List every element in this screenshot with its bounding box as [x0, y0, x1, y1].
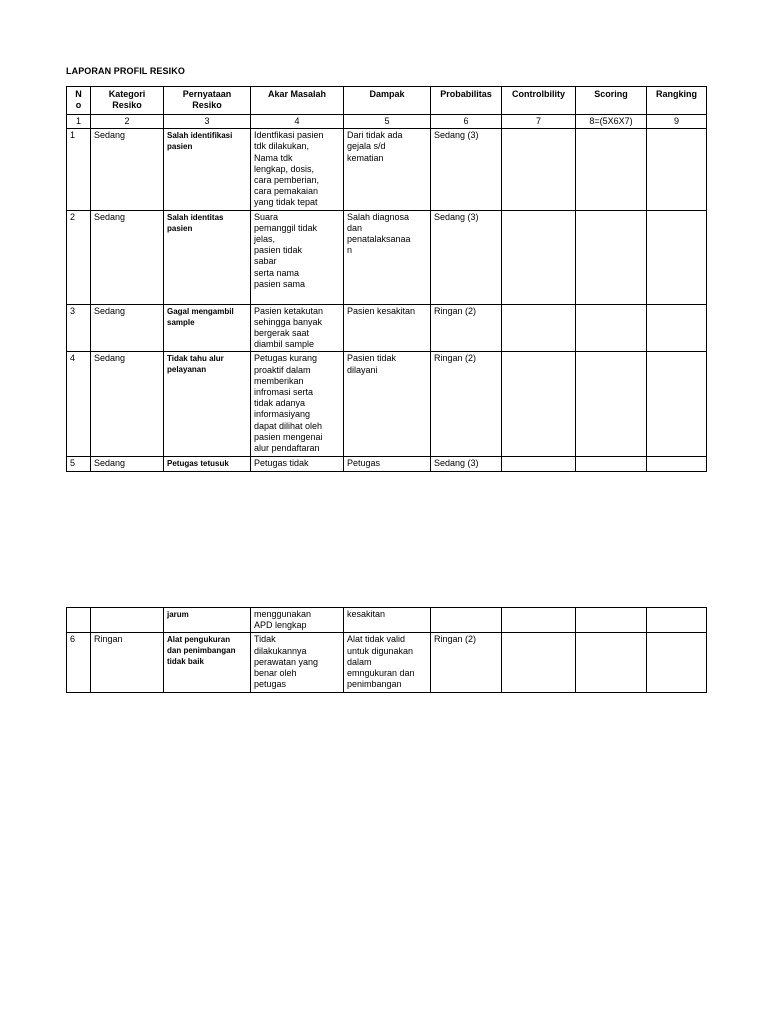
rangking-cell [647, 352, 707, 457]
scoring-cell [576, 608, 647, 633]
index-cell: 3 [164, 115, 251, 129]
probabilitas-cell: Ringan (2) [431, 352, 502, 457]
index-cell: 6 [431, 115, 502, 129]
header-cell: Pernyataan Resiko [164, 87, 251, 115]
index-cell: 5 [344, 115, 431, 129]
table-row [67, 210, 707, 304]
controlbility-cell [502, 457, 576, 471]
header-cell: Rangking [647, 87, 707, 115]
rangking-cell [647, 457, 707, 471]
index-cell: 9 [647, 115, 707, 129]
controlbility-cell [502, 304, 576, 352]
probabilitas-cell [431, 608, 502, 633]
report-title: LAPORAN PROFIL RESIKO [66, 66, 185, 76]
scoring-cell [576, 210, 647, 304]
dampak-cell: kesakitan [344, 608, 431, 633]
scoring-cell [576, 352, 647, 457]
header-cell: Dampak [344, 87, 431, 115]
pernyataan-cell: Tidak tahu alur pelayanan [164, 352, 251, 457]
controlbility-cell [502, 352, 576, 457]
pernyataan-cell: Salah identifikasi pasien [164, 129, 251, 210]
akar-masalah-cell: Petugas kurang proaktif dalam memberikan infromasi serta tidak adanya informasiyang dapat dilihat oleh pasien mengenai alur pendaftaran [251, 352, 344, 457]
no-cell: 1 [67, 129, 91, 210]
header-cell: Controlbility [502, 87, 576, 115]
table-row [67, 352, 707, 457]
index-cell: 1 [67, 115, 91, 129]
scoring-cell [576, 633, 647, 693]
probabilitas-cell: Ringan (2) [431, 633, 502, 693]
header-cell: Scoring [576, 87, 647, 115]
index-cell: 8=(5X6X7) [576, 115, 647, 129]
pernyataan-cell: Alat pengukuran dan penimbangan tidak baik [164, 633, 251, 693]
kategori-cell: Sedang [91, 210, 164, 304]
scoring-cell [576, 129, 647, 210]
table-row [67, 633, 707, 693]
header-cell: Probabilitas [431, 87, 502, 115]
rangking-cell [647, 633, 707, 693]
akar-masalah-cell: Tidak dilakukannya perawatan yang benar oleh petugas [251, 633, 344, 693]
table-row [67, 129, 707, 210]
pernyataan-cell: jarum [164, 608, 251, 633]
akar-masalah-cell: Pasien ketakutan sehingga banyak bergerak saat diambil sample [251, 304, 344, 352]
probabilitas-cell: Ringan (2) [431, 304, 502, 352]
no-cell [67, 608, 91, 633]
header-cell: Akar Masalah [251, 87, 344, 115]
index-cell: 4 [251, 115, 344, 129]
controlbility-cell [502, 129, 576, 210]
table-row [67, 304, 707, 352]
kategori-cell: Sedang [91, 304, 164, 352]
risk-profile-table [66, 86, 707, 472]
akar-masalah-cell: Suara pemanggil tidak jelas, pasien tidak sabar serta nama pasien sama [251, 210, 344, 304]
kategori-cell: Sedang [91, 352, 164, 457]
header-cell: N o [67, 87, 91, 115]
scoring-cell [576, 457, 647, 471]
index-cell: 2 [91, 115, 164, 129]
index-row [67, 115, 707, 129]
dampak-cell: Dari tidak ada gejala s/d kematian [344, 129, 431, 210]
pernyataan-cell: Salah identitas pasien [164, 210, 251, 304]
dampak-cell: Petugas [344, 457, 431, 471]
dampak-cell: Alat tidak valid untuk digunakan dalam emngukuran dan penimbangan [344, 633, 431, 693]
controlbility-cell [502, 210, 576, 304]
akar-masalah-cell: Petugas tidak [251, 457, 344, 471]
kategori-cell [91, 608, 164, 633]
no-cell: 3 [67, 304, 91, 352]
no-cell: 6 [67, 633, 91, 693]
table-row [67, 608, 707, 633]
kategori-cell: Sedang [91, 129, 164, 210]
header-row [67, 87, 707, 115]
akar-masalah-cell: Identfikasi pasien tdk dilakukan, Nama tdk lengkap, dosis, cara pemberian, cara pemakaian yang tidak tepat [251, 129, 344, 210]
risk-profile-table-continued [66, 607, 707, 693]
rangking-cell [647, 210, 707, 304]
scoring-cell [576, 304, 647, 352]
controlbility-cell [502, 633, 576, 693]
rangking-cell [647, 129, 707, 210]
no-cell: 4 [67, 352, 91, 457]
rangking-cell [647, 304, 707, 352]
controlbility-cell [502, 608, 576, 633]
pernyataan-cell: Petugas tetusuk [164, 457, 251, 471]
header-cell: Kategori Resiko [91, 87, 164, 115]
dampak-cell: Pasien kesakitan [344, 304, 431, 352]
dampak-cell: Salah diagnosa dan penatalaksanaa n [344, 210, 431, 304]
dampak-cell: Pasien tidak dilayani [344, 352, 431, 457]
kategori-cell: Ringan [91, 633, 164, 693]
akar-masalah-cell: menggunakan APD lengkap [251, 608, 344, 633]
probabilitas-cell: Sedang (3) [431, 210, 502, 304]
index-cell: 7 [502, 115, 576, 129]
probabilitas-cell: Sedang (3) [431, 129, 502, 210]
kategori-cell: Sedang [91, 457, 164, 471]
probabilitas-cell: Sedang (3) [431, 457, 502, 471]
pernyataan-cell: Gagal mengambil sample [164, 304, 251, 352]
rangking-cell [647, 608, 707, 633]
table-row [67, 457, 707, 471]
no-cell: 5 [67, 457, 91, 471]
no-cell: 2 [67, 210, 91, 304]
